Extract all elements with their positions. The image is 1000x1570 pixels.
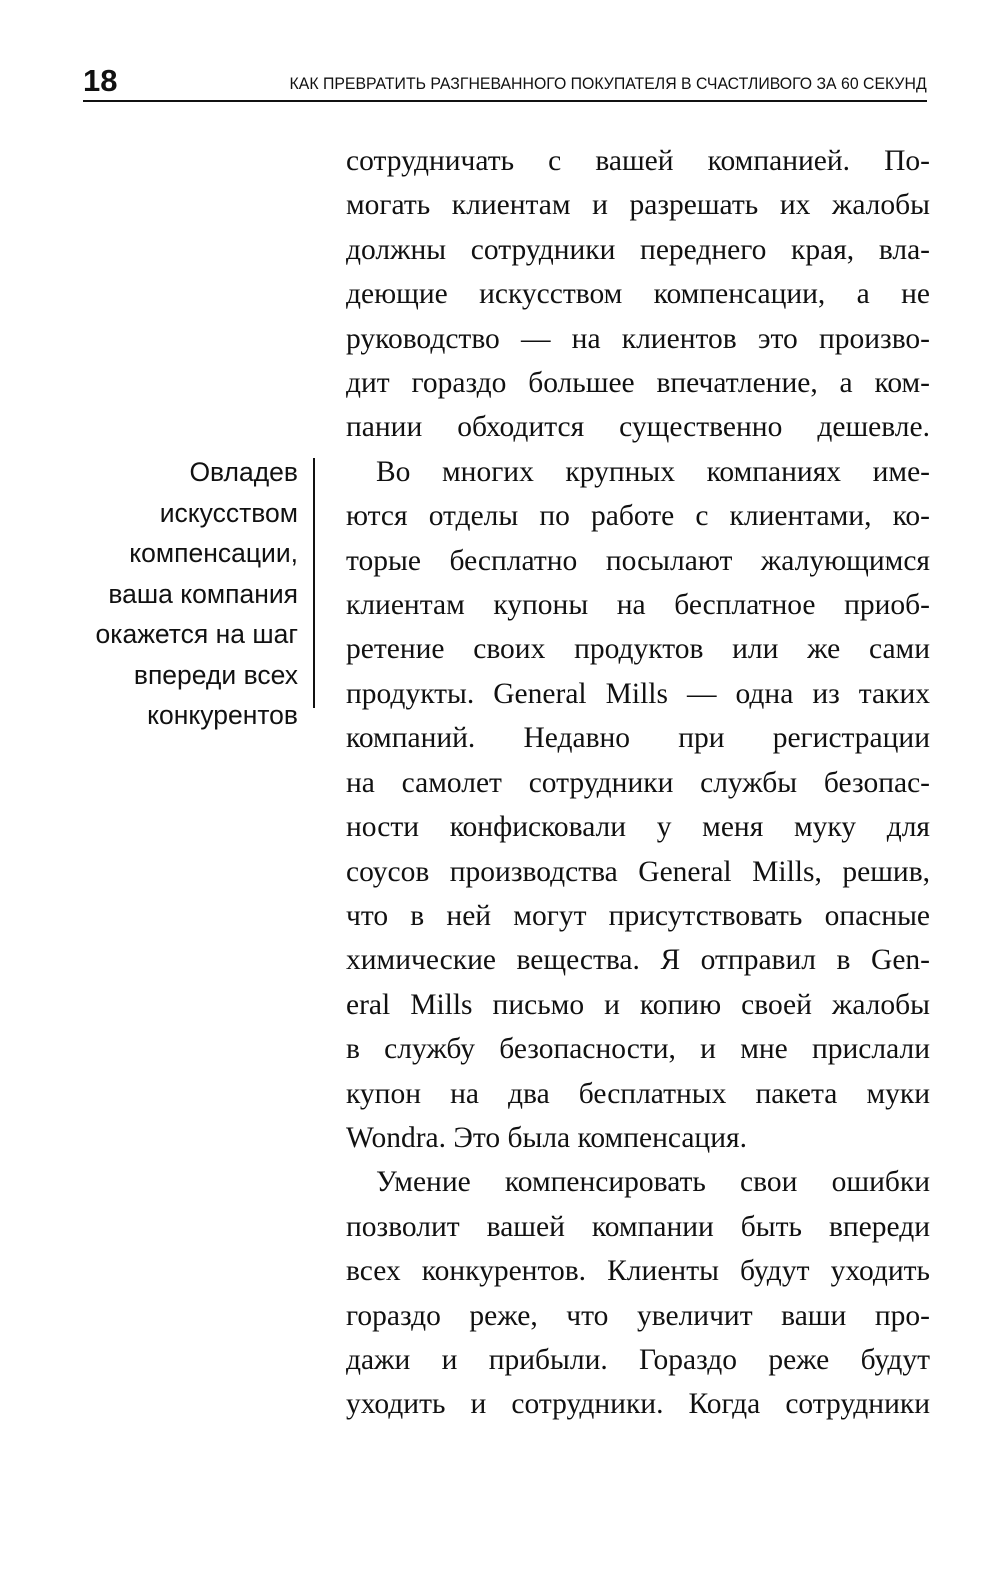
text-line: позволит вашей компании быть впереди — [346, 1210, 930, 1243]
text-line: продукты. General Mills — одна из таких — [346, 677, 930, 710]
text-line: химические вещества. Я отправил в Gen- — [346, 944, 930, 977]
text-line: Во многих крупных компаниях име- — [376, 455, 930, 488]
text-line: что в ней могут присутствовать опасные — [346, 899, 930, 932]
text-line: на самолет сотрудники службы безопас- — [346, 766, 930, 799]
main-text — [346, 139, 930, 1427]
sidebar-pull-quote — [40, 452, 298, 736]
text-line: клиентам купоны на бесплатное приоб- — [346, 589, 930, 622]
page-number: 18 — [83, 63, 118, 98]
text-line: ности конфисковали у меня муку для — [346, 811, 930, 844]
paragraph-1 — [346, 139, 930, 450]
text-line: Wondra. Это была компенсация. — [346, 1121, 747, 1154]
text-line: Умение компенсировать свои ошибки — [376, 1166, 930, 1199]
text-line: сотрудничать с вашей компанией. По- — [346, 145, 930, 177]
paragraph-3 — [346, 1160, 930, 1426]
sidebar-rule — [313, 458, 315, 708]
paragraph-2 — [346, 450, 930, 1161]
text-line: в службу безопасности, и мне прислали — [346, 1033, 930, 1066]
sidebar-line: конкурентов — [147, 700, 298, 730]
sidebar-line: окажется на шаг — [95, 619, 298, 649]
running-title: КАК ПРЕВРАТИТЬ РАЗГНЕВАННОГО ПОКУПАТЕЛЯ В СЧАСТЛИВОГО ЗА 60 СЕКУНД — [289, 75, 927, 93]
page-header — [83, 60, 927, 102]
text-line: eral Mills письмо и копию своей жалобы — [346, 988, 930, 1021]
sidebar-line: Овладев — [189, 457, 298, 487]
text-line: компаний. Недавно при регистрации — [346, 722, 930, 755]
text-line: гораздо реже, что увеличит ваши про- — [346, 1299, 930, 1332]
text-line: деющие искусством компенсации, а не — [346, 278, 930, 311]
text-line: всех конкурентов. Клиенты будут уходить — [346, 1255, 930, 1288]
text-line: уходить и сотрудники. Когда сотрудники — [346, 1388, 930, 1421]
text-line: ретение своих продуктов или же сами — [346, 633, 930, 666]
text-line: пании обходится существенно дешевле. — [346, 411, 930, 444]
sidebar-line: впереди всех — [133, 659, 298, 690]
text-line: могать клиентам и разрешать их жалобы — [346, 189, 930, 222]
text-line: ются отделы по работе с клиентами, ко- — [346, 500, 930, 533]
text-line: купон на два бесплатных пакета муки — [346, 1077, 930, 1110]
sidebar-line: ваша компания — [108, 578, 298, 609]
text-line: дит гораздо большее впечатление, а ком- — [346, 367, 930, 400]
text-line: дажи и прибыли. Гораздо реже будут — [346, 1343, 930, 1376]
text-line: соусов производства General Mills, решив, — [346, 855, 930, 888]
sidebar-line: компенсации, — [129, 538, 298, 568]
text-line: торые бесплатно посылают жалующимся — [346, 544, 930, 577]
text-line: должны сотрудники переднего края, вла- — [346, 233, 930, 266]
sidebar-line: искусством — [159, 497, 298, 528]
text-line: руководство — на клиентов это произво- — [346, 322, 930, 355]
